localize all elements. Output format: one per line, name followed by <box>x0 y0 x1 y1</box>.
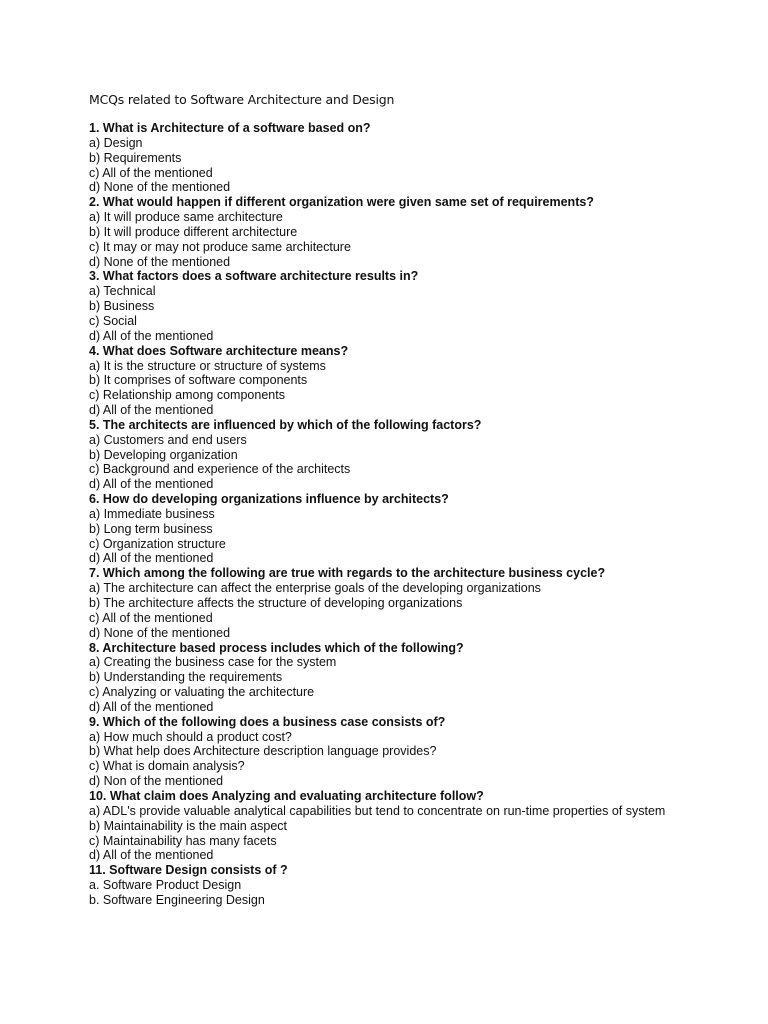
question-text: 1. What is Architecture of a software based on? <box>89 121 371 135</box>
question-text: 2. What would happen if different organization were given same set of requirements? <box>89 195 594 210</box>
answer-option: b. Software Engineering Design <box>89 892 265 907</box>
answer-option: c) Maintainability has many facets <box>89 833 277 848</box>
answer-option: a) How much should a product cost? <box>89 729 292 744</box>
question-text: 5. The architects are influenced by which of the following factors? <box>89 417 482 432</box>
answer-option: c) It may or may not produce same architecture <box>89 239 351 254</box>
answer-option: a) It will produce same architecture <box>89 210 283 225</box>
answer-option: c) All of the mentioned <box>89 165 213 180</box>
answer-option: b) Requirements <box>89 150 182 165</box>
answer-option: c) Relationship among components <box>89 388 285 403</box>
answer-option: d) All of the mentioned <box>89 328 214 343</box>
question-text: 11. Software Design consists of ? <box>89 863 288 878</box>
answer-option: b) Long term business <box>89 521 213 536</box>
answer-option: c) What is domain analysis? <box>89 759 245 774</box>
answer-option: a) The architecture can affect the enterprise goals of the developing organizations <box>89 581 541 596</box>
document-title: MCQs related to Software Architecture and Design <box>89 92 395 107</box>
answer-option: d) None of the mentioned <box>89 625 231 640</box>
answer-option: a) Design <box>89 135 143 150</box>
answer-option: a) Immediate business <box>89 506 215 521</box>
answer-option: b) Business <box>89 299 155 314</box>
question-text: 8. Architecture based process includes which of the following? <box>89 640 464 655</box>
question-text: 9. Which of the following does a business case consists of? <box>89 714 446 729</box>
answer-option: b) What help does Architecture description language provides? <box>89 744 437 759</box>
answer-option: c) Social <box>89 313 137 328</box>
question-text: 6. How do developing organizations influence by architects? <box>89 492 449 507</box>
question-text: 7. Which among the following are true with regards to the architecture business cycle? <box>89 566 606 581</box>
question-text: 10. What claim does Analyzing and evaluating architecture follow? <box>89 788 484 803</box>
answer-option: b) It comprises of software components <box>89 373 308 388</box>
answer-option: d) None of the mentioned <box>89 180 231 195</box>
question-text: 3. What factors does a software architecture results in? <box>89 269 419 284</box>
answer-option: d) All of the mentioned <box>89 699 214 714</box>
question-list <box>89 121 759 908</box>
answer-option: c) Analyzing or valuating the architecture <box>89 685 315 700</box>
answer-option: d) All of the mentioned <box>89 477 214 492</box>
answer-option: c) Background and experience of the architects <box>89 462 351 477</box>
answer-option: a. Software Product Design <box>89 878 242 893</box>
answer-option: b) Maintainability is the main aspect <box>89 818 288 833</box>
answer-option: c) Organization structure <box>89 536 226 551</box>
answer-option: d) All of the mentioned <box>89 551 214 566</box>
answer-option: c) All of the mentioned <box>89 610 213 625</box>
answer-option: a) ADL's provide valuable analytical capabilities but tend to concentrate on run-time properties of system <box>89 803 666 818</box>
answer-option: d) All of the mentioned <box>89 403 214 418</box>
answer-option: d) All of the mentioned <box>89 848 214 863</box>
answer-option: a) It is the structure or structure of systems <box>89 358 326 373</box>
answer-option: b) Understanding the requirements <box>89 670 283 685</box>
answer-option: b) The architecture affects the structure of developing organizations <box>89 596 463 610</box>
question-text: 4. What does Software architecture means? <box>89 343 349 358</box>
answer-option: b) It will produce different architecture <box>89 224 298 239</box>
answer-option: a) Technical <box>89 284 156 299</box>
answer-option: d) Non of the mentioned <box>89 774 224 789</box>
answer-option: b) Developing organization <box>89 447 238 462</box>
answer-option: a) Customers and end users <box>89 432 247 447</box>
answer-option: d) None of the mentioned <box>89 254 231 269</box>
answer-option: a) Creating the business case for the system <box>89 655 337 670</box>
